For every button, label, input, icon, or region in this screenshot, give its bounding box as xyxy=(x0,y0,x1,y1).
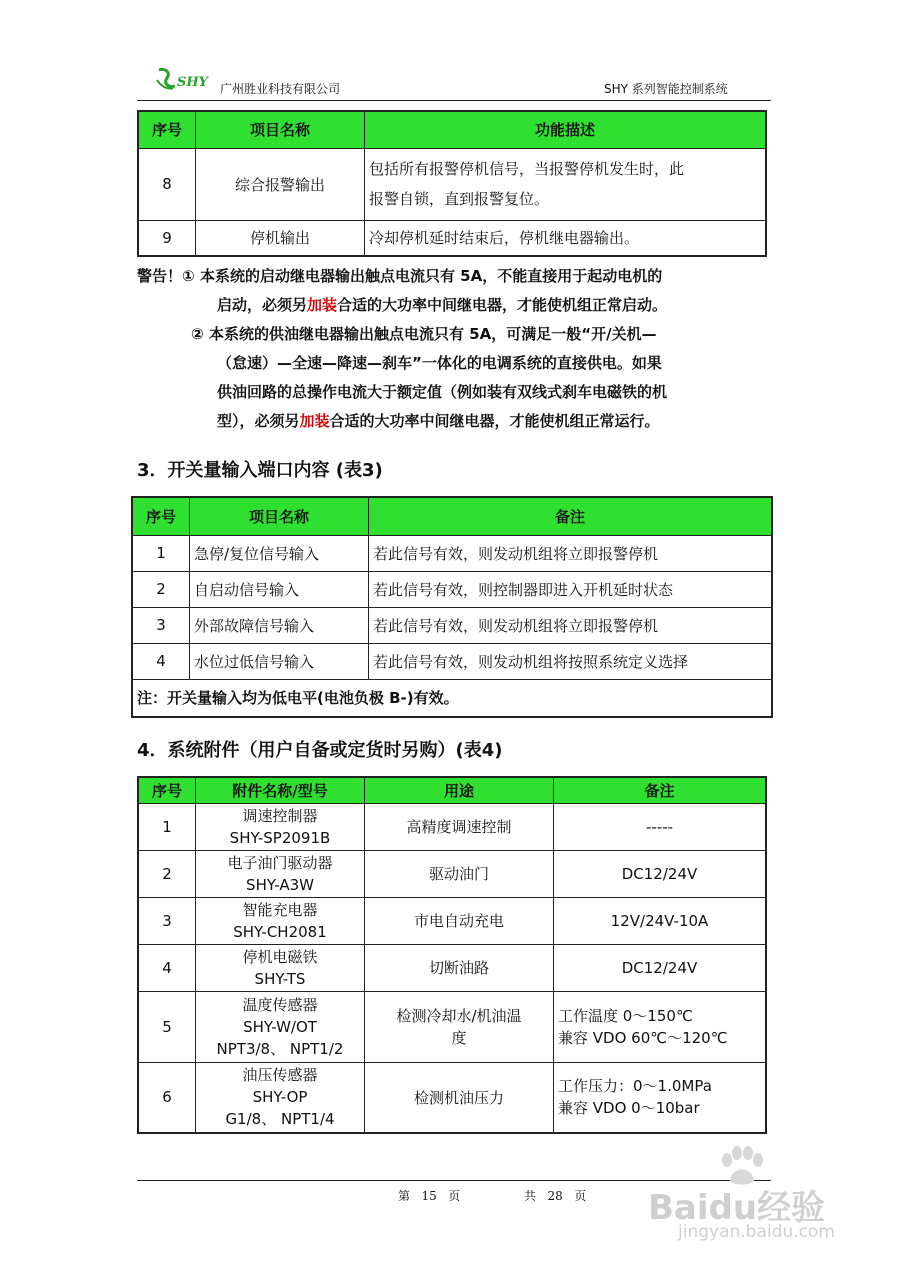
table-row: 4 水位过低信号输入 若此信号有效，则发动机组将按照系统定义选择 xyxy=(132,643,772,679)
section-3-title: 3．开关量输入端口内容 (表3) xyxy=(137,460,383,481)
company-logo xyxy=(155,66,217,92)
table-row: 3 智能充电器 SHY-CH2081 市电自动充电 12V/24V-10A xyxy=(138,897,766,944)
col-header: 备注 xyxy=(554,777,767,803)
warning-emphasis: 加装 xyxy=(307,296,338,314)
table-row: 3 外部故障信号输入 若此信号有效，则发动机组将立即报警停机 xyxy=(132,607,772,643)
table-row: 4 停机电磁铁 SHY-TS 切断油路 DC12/24V xyxy=(138,944,766,991)
header-divider xyxy=(137,100,771,101)
svg-text:SHY: SHY xyxy=(177,75,208,90)
table-row: 9 停机输出 冷却停机延时结束后，停机继电器输出。 xyxy=(138,220,766,256)
table-row: 5 温度传感器 SHY-W/OT NPT3/8、 NPT1/2 检测冷却水/机油温 度 工作温度 0～150℃ 兼容 VDO 60℃～120℃ xyxy=(138,991,766,1062)
company-name: 广州胜业科技有限公司 xyxy=(220,82,341,96)
system-name: SHY 系列智能控制系统 xyxy=(604,82,728,96)
warning-label: 警告！ xyxy=(137,267,183,285)
page-number: 第 15 页 xyxy=(398,1189,461,1203)
warning-emphasis: 加装 xyxy=(299,412,330,430)
col-header: 备注 xyxy=(369,497,773,535)
col-header: 序号 xyxy=(138,111,196,148)
watermark-url: jingyan.baidu.com xyxy=(678,1222,835,1242)
table-footnote: 注：开关量输入均为低电平(电池负极 B-)有效。 xyxy=(132,679,772,717)
col-header: 用途 xyxy=(365,777,554,803)
section-4-title: 4．系统附件（用户自备或定货时另购）(表4) xyxy=(137,740,503,761)
input-port-table xyxy=(131,496,773,718)
accessories-table xyxy=(137,776,767,1134)
output-table xyxy=(137,110,767,257)
col-header: 序号 xyxy=(132,497,190,535)
col-header: 项目名称 xyxy=(190,497,369,535)
total-pages: 共 28 页 xyxy=(524,1189,587,1203)
table-row: 6 油压传感器 SHY-OP G1/8、 NPT1/4 检测机油压力 工作压力：0～1.0MPa 兼容 VDO 0～10bar xyxy=(138,1062,766,1133)
table-row: 2 电子油门驱动器 SHY-A3W 驱动油门 DC12/24V xyxy=(138,850,766,897)
warning-block: 警告！① 本系统的启动继电器输出触点电流只有 5A，不能直接用于起动电机的 启动，必须另加装合适的大功率中间继电器，才能使机组正常启动。 ② 本系统的供油继电器输出触点电流只有 5A，可满足一般“开/关机— （怠速）—全速—降速—刹车”一体化的电调系统的直接供电。如果 供油回路的总操作电流大于额定值（例如装有双线式刹车电磁铁的机 型），必须另加装合适的大功率中间继电器，才能使机组正常运行。 xyxy=(137,267,668,430)
col-header: 项目名称 xyxy=(196,111,365,148)
col-header: 附件名称/型号 xyxy=(196,777,365,803)
col-header: 功能描述 xyxy=(365,111,767,148)
col-header: 序号 xyxy=(138,777,196,803)
watermark-brand: Baidu经验 xyxy=(648,1188,826,1228)
table-row: 1 急停/复位信号输入 若此信号有效，则发动机组将立即报警停机 xyxy=(132,535,772,571)
table-row: 1 调速控制器 SHY-SP2091B 高精度调速控制 ----- xyxy=(138,803,766,850)
table-row: 2 自启动信号输入 若此信号有效，则控制器即进入开机延时状态 xyxy=(132,571,772,607)
table-row: 8 综合报警输出 包括所有报警停机信号，当报警停机发生时，此 报警自锁，直到报警复位。 xyxy=(138,148,766,220)
